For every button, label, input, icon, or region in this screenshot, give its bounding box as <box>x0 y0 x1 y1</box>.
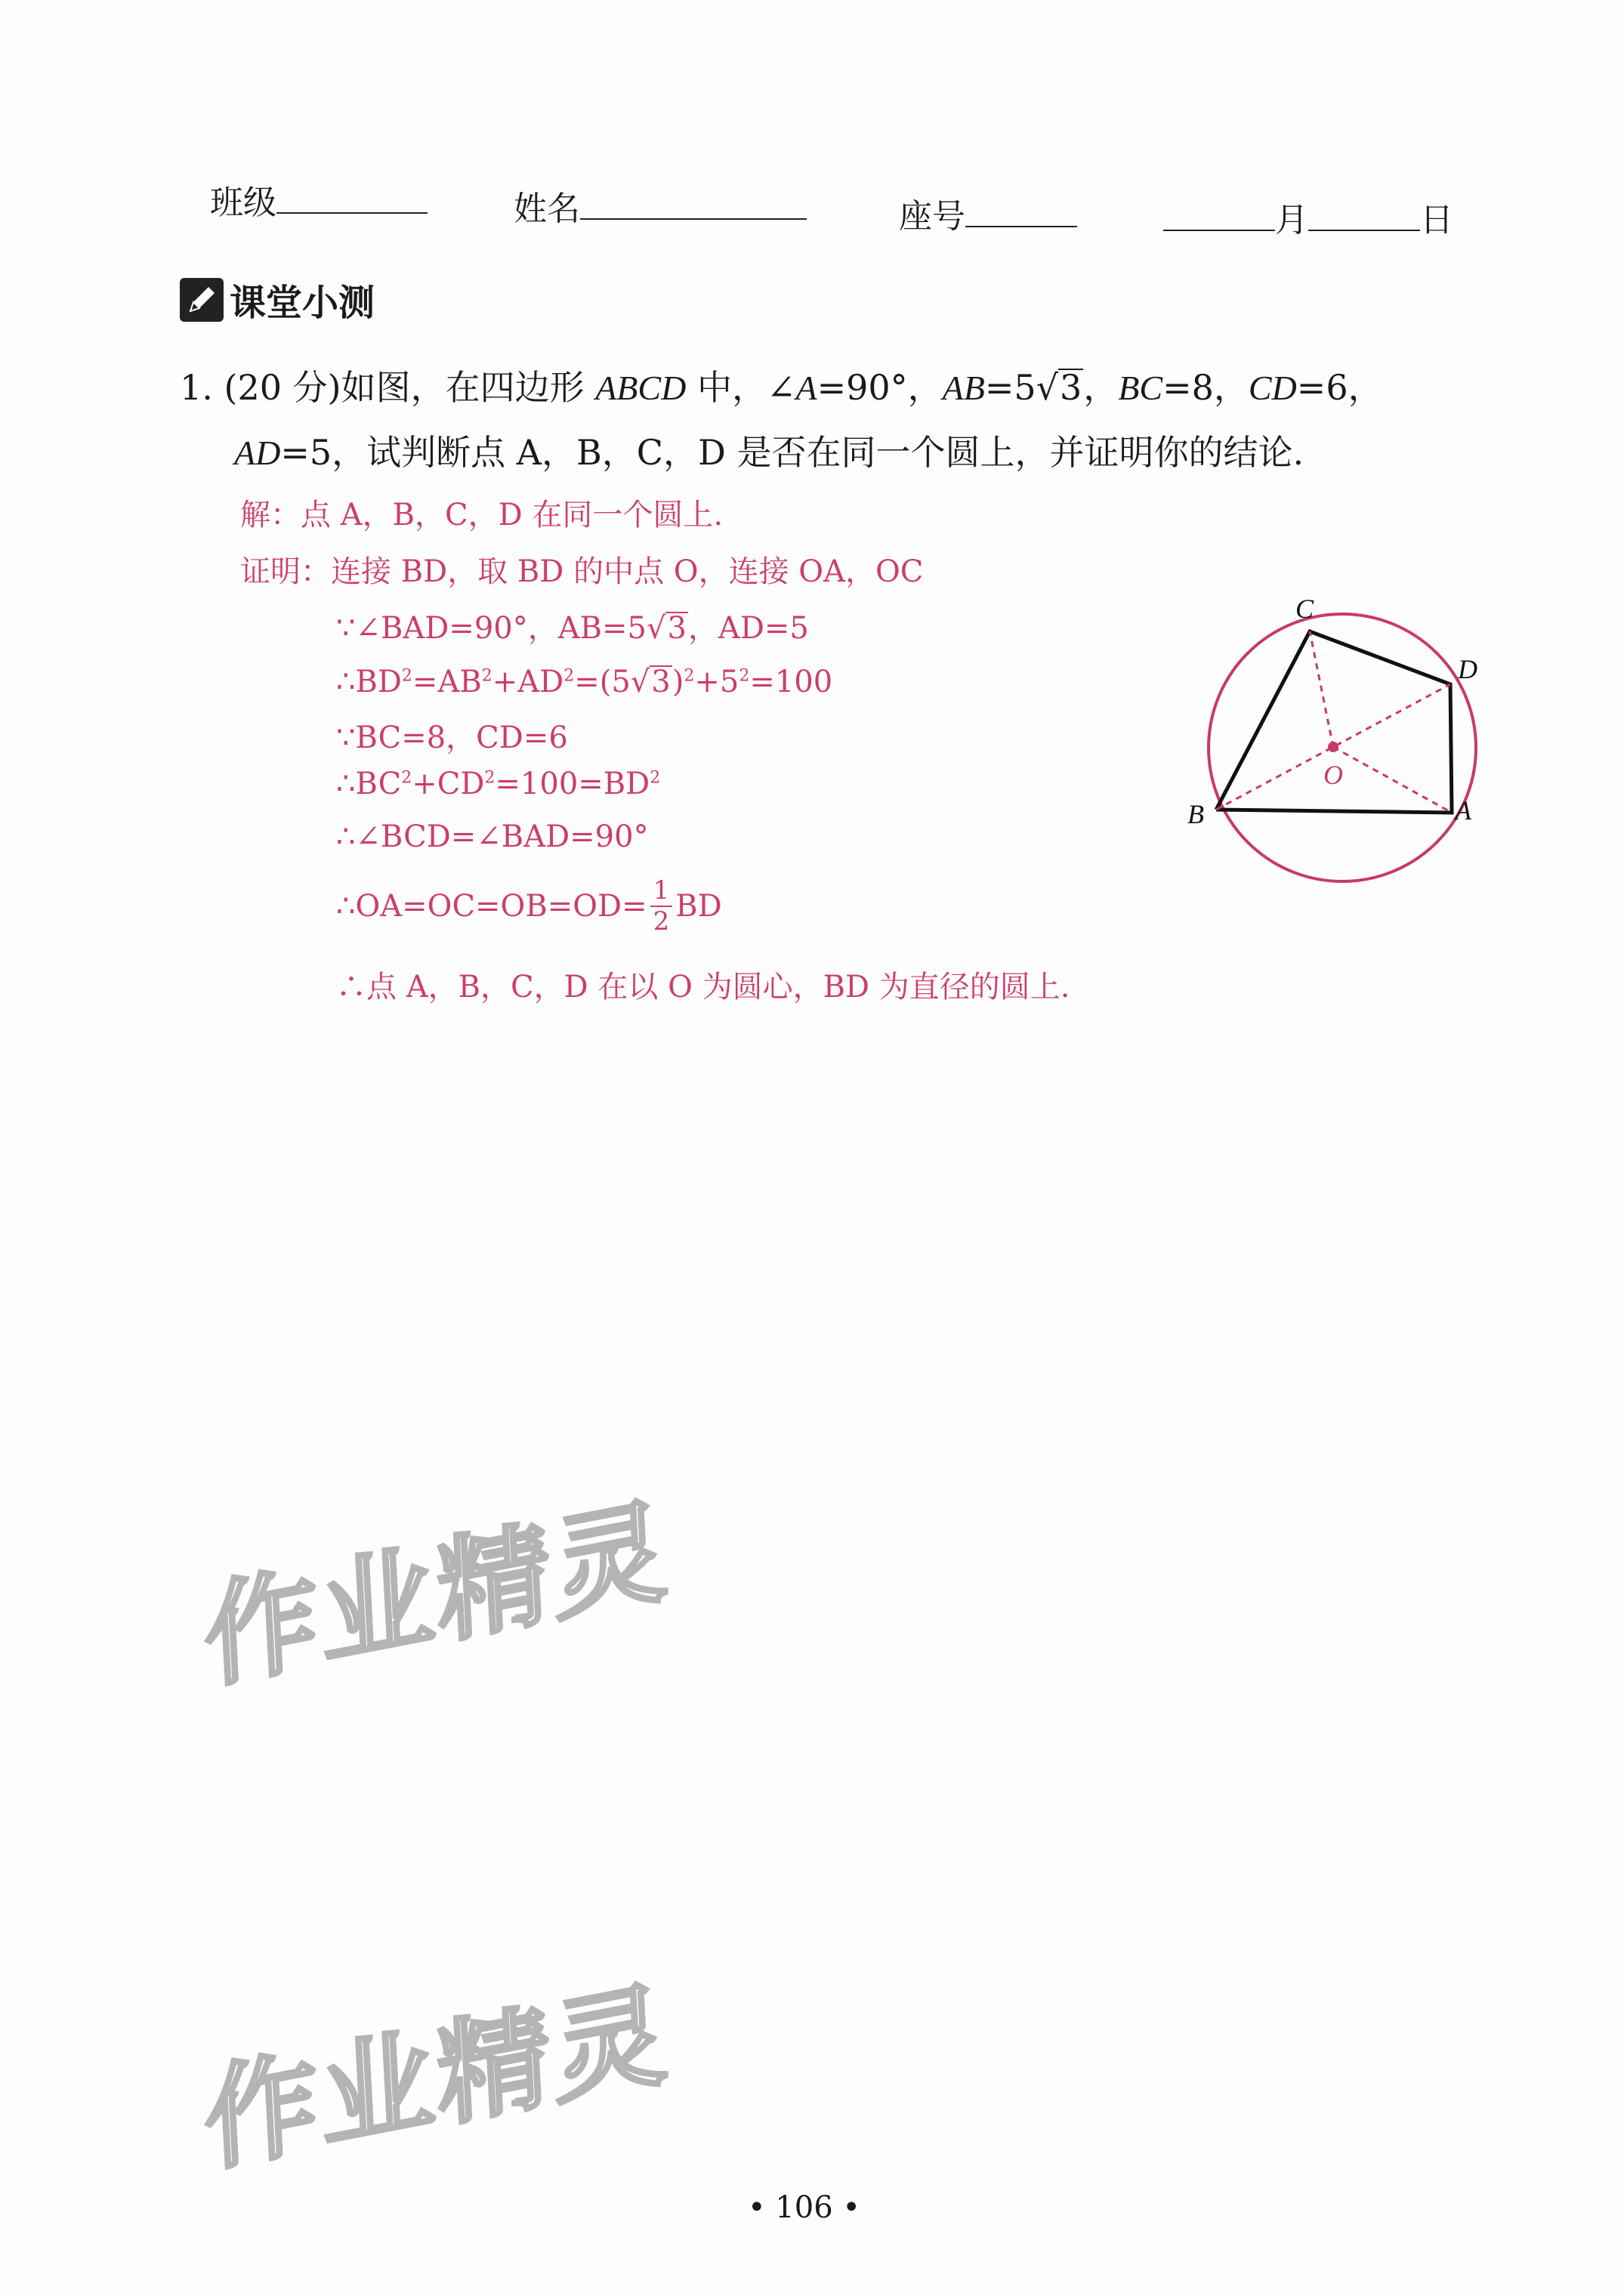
question-text: 如图，在四边形 <box>341 367 585 408</box>
pencil-icon <box>180 278 224 322</box>
section-header <box>180 273 375 326</box>
segment-oa <box>1333 747 1452 813</box>
proof-text: +CD <box>412 767 485 801</box>
math-var: CD <box>1248 369 1297 407</box>
proof-text: +AD <box>492 665 564 699</box>
month-label: 月 <box>1275 201 1308 239</box>
class-field <box>210 175 428 224</box>
question-text: =8， <box>1162 367 1249 408</box>
watermark-2: 作业精灵 <box>201 1968 673 2189</box>
exponent: 2 <box>739 666 750 686</box>
exponent: 2 <box>684 666 695 686</box>
math-var: A <box>795 369 817 407</box>
label-a: A <box>1455 795 1471 826</box>
fraction-half <box>650 876 673 937</box>
fraction-numerator: 1 <box>650 876 673 907</box>
month-blank <box>1163 196 1275 231</box>
proof-step-3: ∵BC=8，CD=6 <box>336 721 568 755</box>
day-blank <box>1308 196 1420 231</box>
sqrt-radicand: 3 <box>1060 367 1082 408</box>
name-field <box>514 181 807 230</box>
proof-text: ∵∠BAD=90°，AB=5 <box>336 611 647 646</box>
fraction-denominator: 2 <box>653 906 670 937</box>
question-text: 中，∠ <box>696 367 796 408</box>
seat-blank <box>965 193 1077 227</box>
seat-label: 座号 <box>899 197 965 236</box>
page-number: • 106 • <box>748 2190 860 2225</box>
proof-conclusion: ∴点 A，B，C，D 在以 O 为圆心，BD 为直径的圆上. <box>336 970 1070 1004</box>
sqrt-radicand: 3 <box>651 665 671 699</box>
math-var: BC <box>1118 369 1163 407</box>
label-o: O <box>1323 760 1343 790</box>
class-blank <box>276 179 428 214</box>
exponent: 2 <box>650 768 661 788</box>
section-title: 课堂小测 <box>230 282 375 324</box>
day-label: 日 <box>1420 201 1453 239</box>
math-var: AD <box>234 434 281 472</box>
class-label: 班级 <box>210 184 276 222</box>
proof-step-2: $\therefore BD^2=AB^2+AD^2=(5√3)^2+5^2=100$ <box>336 665 833 699</box>
exponent: 2 <box>563 666 575 686</box>
question-text: =90°， <box>817 367 943 408</box>
date-field <box>1163 193 1453 241</box>
proof-text: +5 <box>694 665 739 699</box>
question-text: =5，试判断点 A，B，C，D 是否在同一个圆上，并证明你的结论. <box>280 432 1304 473</box>
exponent: 2 <box>401 768 412 788</box>
exponent: 2 <box>481 666 492 686</box>
answer-proof-intro: 证明：连接 BD，取 BD 的中点 O，连接 OA，OC <box>240 554 924 589</box>
watermark-1: 作业精灵 <box>201 1485 673 1705</box>
seat-field <box>899 189 1077 237</box>
proof-text: ，AD=5 <box>687 611 809 646</box>
exponent: 2 <box>401 666 412 686</box>
proof-text: =100=BD <box>495 767 650 801</box>
exponent: 2 <box>484 768 496 788</box>
math-var: ABCD <box>595 369 687 407</box>
proof-text: ) <box>672 665 684 699</box>
answer-solution: 解：点 A，B，C，D 在同一个圆上. <box>240 498 724 532</box>
proof-step-4 <box>336 767 660 801</box>
proof-step-5: ∴∠BCD=∠BAD=90° <box>336 819 649 854</box>
question-text: =6， <box>1296 367 1383 408</box>
center-point-o <box>1328 742 1338 752</box>
question-number: 1. <box>180 367 213 408</box>
sqrt-radicand: 3 <box>667 611 687 646</box>
proof-text: ∴BC <box>336 767 402 801</box>
math-var: AB <box>942 369 985 407</box>
question-score: (20 分) <box>224 367 341 408</box>
segment-oc <box>1310 631 1333 747</box>
name-blank <box>580 185 807 220</box>
geometry-figure <box>1178 589 1496 891</box>
question-line-2 <box>234 420 1304 486</box>
proof-text: =(5 <box>574 665 631 699</box>
proof-text: ∴BD <box>336 665 402 699</box>
proof-text: =100 <box>749 665 833 699</box>
label-b: B <box>1187 799 1204 829</box>
label-d: D <box>1458 654 1477 684</box>
name-label: 姓名 <box>514 190 580 228</box>
proof-step-1: ∵∠BAD=90°，AB=5√3，AD=5 <box>336 611 809 646</box>
proof-step-6 <box>336 876 722 937</box>
question-line-1: 1. (20 分)如图，在四边形 ABCD 中，∠A=90°，AB=5√3，BC=8，CD=6， <box>180 367 1383 408</box>
proof-text: =AB <box>412 665 482 699</box>
label-c: C <box>1295 594 1314 624</box>
proof-text: BD <box>675 889 722 924</box>
question-text: =5 <box>984 367 1036 408</box>
proof-text: ∴OA=OC=OB=OD= <box>336 889 647 924</box>
